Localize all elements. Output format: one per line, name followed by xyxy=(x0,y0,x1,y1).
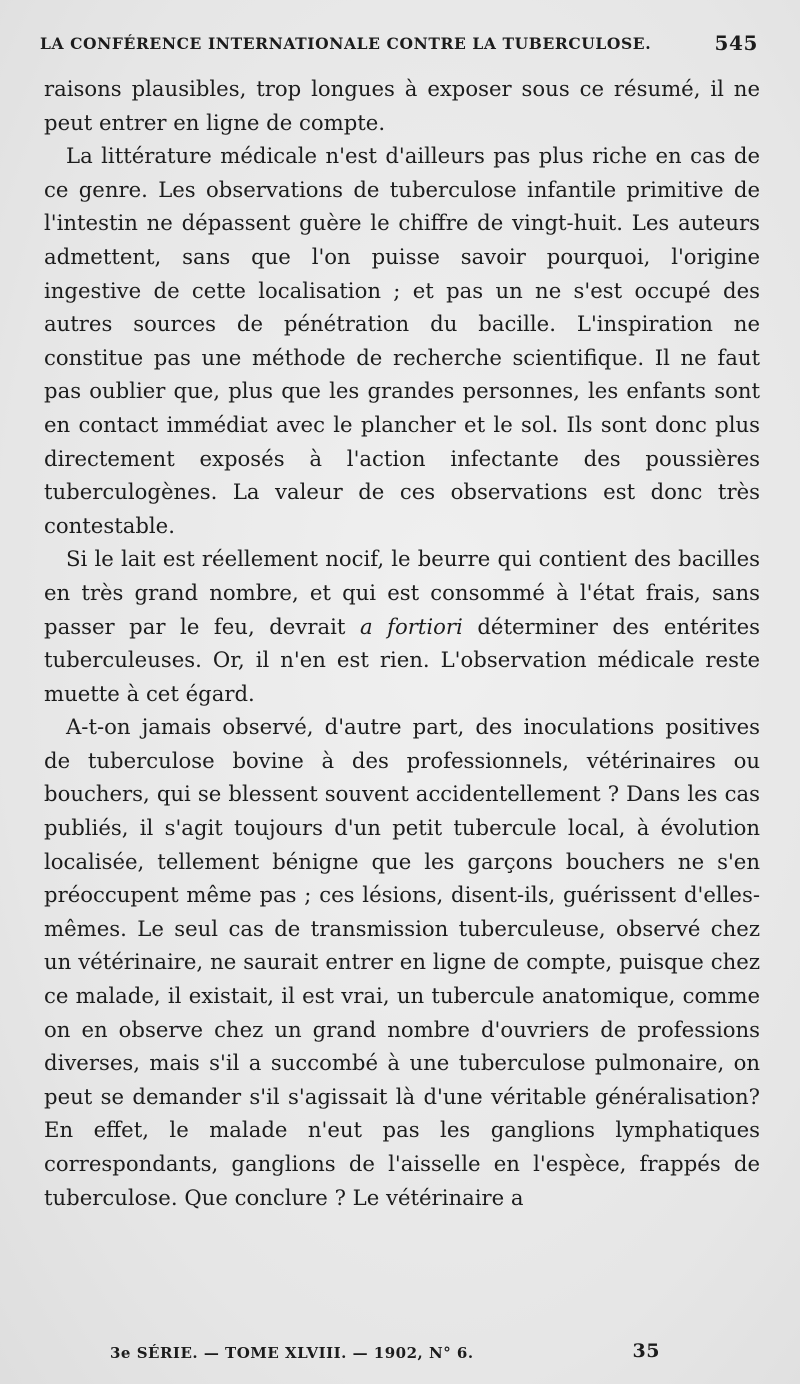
body-text xyxy=(44,72,760,1214)
paragraph-text: A-t-on jamais observé, d'autre part, des inoculations positives de tuberculose bovine à des professionnels, vétérinaires ou bouchers, qui se blessent souvent accidentellement ? Dans les cas publiés, il s'agit toujours d'un petit tubercule local, à évolution localisée, tellement bénigne que les garçons bouchers ne s'en préoccupent même pas ; ces lésions, disent-ils, guérissent d'elles-mêmes. Le seul cas de transmission tuberculeuse, observé chez un vétérinaire, ne saurait entrer en ligne de compte, puisque chez ce malade, il existait, il est vrai, un tubercule anatomique, comme on en observe chez un grand nombre d'ouvriers de professions diverses, mais s'il a succombé à une tuberculose pulmonaire, on peut se demander s'il s'agissait là d'une véritable généralisation? En effet, le malade n'eut pas les ganglions lymphatiques correspondants, ganglions de l'aisselle en l'espèce, frappés de tuberculose. Que conclure ? Le vétérinaire a xyxy=(44,714,760,1210)
running-head xyxy=(40,31,758,62)
running-title: LA CONFÉRENCE INTERNATIONALE CONTRE LA TUBERCULOSE. xyxy=(40,34,652,53)
italic-phrase: a fortiori xyxy=(359,613,463,639)
paragraph-continuation xyxy=(44,72,760,139)
sheet-number: 35 xyxy=(632,1340,660,1362)
page-footer xyxy=(110,1340,690,1370)
paragraph-text: raisons plausibles, trop longues à exposer sous ce résumé, il ne peut entrer en ligne de compte. xyxy=(44,76,760,135)
paragraph-lead: Si le lait est réellement nocif, le beurre qui contient des bacilles en très grand nombre, et qui est consommé à l'état frais, sans passer par le feu, devrait xyxy=(44,546,760,639)
series-signature: 3e SÉRIE. — TOME XLVIII. — 1902, N° 6. xyxy=(110,1344,474,1362)
page-number: 545 xyxy=(714,31,758,55)
paragraph-literature xyxy=(44,139,760,542)
paragraph-text: La littérature médicale n'est d'ailleurs pas plus riche en cas de ce genre. Les observations de tuberculose infantile primitive de l'intestin ne dépassent guère le chiffre de vingt-huit. Les auteurs admettent, sans que l'on puisse savoir pourquoi, l'origine ingestive de cette localisation ; et pas un ne s'est occupé des autres sources de pénétration du bacille. L'inspiration ne constitue pas une méthode de recherche scientifique. Il ne faut pas oublier que, plus que les grandes personnes, les enfants sont en contact immédiat avec le plancher et le sol. Ils sont donc plus directement exposés à l'action infectante des poussières tuberculogènes. La valeur de ces observations est donc très contestable. xyxy=(44,143,760,538)
paragraph-tail: déterminer des entérites tuberculeuses. Or, il n'en est rien. L'observation médicale reste muette à cet égard. xyxy=(44,613,760,706)
paragraph-inoculations xyxy=(44,710,760,1214)
paragraph-butter xyxy=(44,542,760,710)
